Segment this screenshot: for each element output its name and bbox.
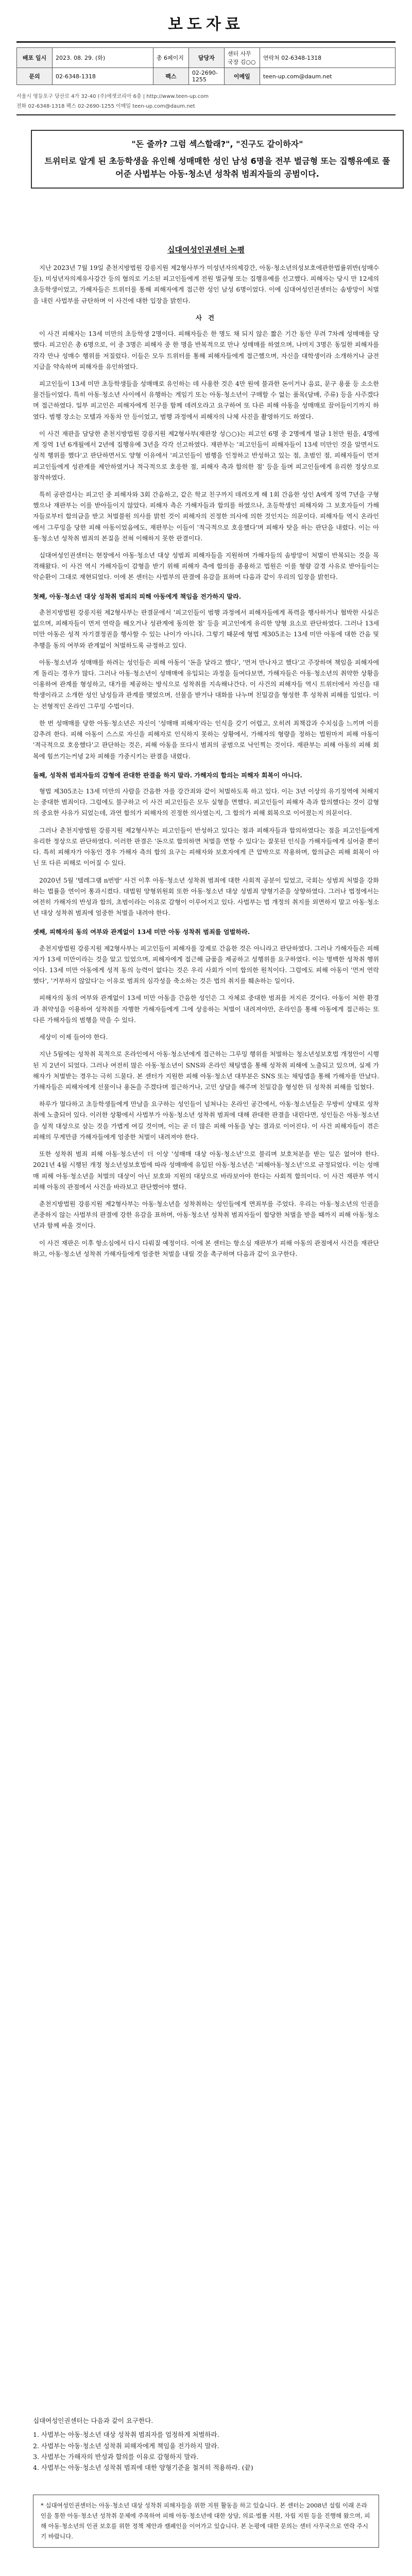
contact-line: 서울시 영등포구 당산로 4가 32-40 (주)에셋코리아 6층 | http://www.teen-up.com [16,94,209,99]
paragraph: 춘천지방법원 강릉지원 제2형사부는 판결문에서 '피고인들이 범행 과정에서 피해자들에게 폭력을 행사하거나 협박한 사실은 없으며, 피해자들이 먼저 연락을 해오거나 성관계에 동의한 점' 등을 피고인에게 유리한 양형 요소로 판단하였다. 그러나 13세 미만 아동은 성적 자기결정권을 행사할 수 있는 나이가 아니다. 그렇기 때문에 형법 제305조는 13세 미만 아동에 대한 간음 및 추행을 동의 여부와 관계없이 처벌하도록 규정하고 있다. [33,608,379,649]
meta-cell: 02-2690-1255 [188,68,224,85]
meta-cell: teen-up.com@daum.net [260,68,395,85]
meta-row [17,68,396,85]
demand-item: 3. 사법부는 가해자의 반성과 합의를 이유로 감형하지 말라. [33,2452,199,2461]
paragraph: 이 사건 피해자는 13세 미만의 초등학생 2명이다. 피해자들은 한 명도 채 되지 않은 짧은 기간 동안 무려 7차례 성매매를 당했다. 피고인은 총 6명으로, 이 중 3명은 피해자 중 한 명을 반복적으로 만나 성매매를 하였으며, 나머지 3명은 동일한 피해자를 각각 만나 성매수 행위를 저질렀다. 이들은 모두 트위터를 통해 피해자들에게 접근했으며, 자신을 대학생이라 소개하거나 금전 지급을 약속하며 피해자를 유인하였다. [33,330,379,370]
demand-item: 2. 사법부는 아동·청소년 성착취 피해자에게 책임을 전가하지 말라. [33,2442,219,2450]
paragraph: 피고인들이 13세 미만 초등학생들을 성매매로 유인하는 데 사용한 것은 4만 원에 불과한 돈이거나 음료, 문구 용품 등 소소한 물건들이었다. 특히 아동·청소년 사이에서 유행하는 게임기 또는 아동·청소년이 구매할 수 없는 품목(담배, 주류) 등을 사주겠다며 접근하였다. 일부 피고인은 피해자에게 친구를 함께 데려오라고 요구하여 또 다른 피해 아동을 성매매로 끌어들이기까지 하였다. 범행 장소는 모텔과 자동차 안 등이었고, 범행 과정에서 피해자의 나체 사진을 촬영하기도 하였다. [33,380,379,420]
point-heading: 셋째, 피해자의 동의 여부와 관계없이 13세 미만 아동 성착취 범죄를 엄벌하라. [33,928,250,936]
organization-note: * 십대여성인권센터는 아동·청소년 대상 성착취 피해자들을 위한 지원 활동을 하고 있습니다. 본 센터는 2008년 설립 이래 온라인을 통한 아동·청소년 성착취 문제에 주목하여 피해 아동·청소년에 대한 상담, 의료·법률 지원, 자립 지원 등을 진행해 왔으며, 피해 아동·청소년의 인권 보호를 위한 정책 제안과 캠페인을 이어가고 있습니다. 본 논평에 대한 문의는 센터 사무국으로 연락 주시기 바랍니다. [33,2495,379,2548]
meta-cell: 배포 일시 [17,48,53,68]
demand-item: 4. 사법부는 아동·청소년 성착취 범죄에 대한 양형기준을 철저히 적용하라. (끝) [33,2464,253,2471]
paragraph: 십대여성인권센터는 현장에서 아동·청소년 대상 성범죄 피해자들을 지원하며 가해자들의 솜방망이 처벌이 반복되는 것을 목격해왔다. 이 사건 역시 가해자들이 감형을 받기 위해 피해자 측에 합의를 종용하고 법원은 이를 형량 감경 사유로 받아들이는 악순환이 그대로 재현되었다. 이에 본 센터는 사법부의 판결에 유감을 표하며 다음과 같이 우리의 입장을 밝힌다. [33,552,379,581]
paragraph: 피해자의 동의 여부와 관계없이 13세 미만 아동을 간음한 성인은 그 자체로 중대한 범죄를 저지른 것이다. 아동이 처한 환경과 취약성을 이용하여 성착취를 자행한 가해자들에게 그에 상응하는 처벌이 내려져야만, 온라인을 통해 아동에게 접근하는 또 다른 가해자들의 범행을 막을 수 있다. [33,994,379,1024]
meta-cell: 2023. 08. 29. (화) [53,48,153,68]
meta-cell: 02-6348-1318 [53,68,153,85]
meta-cell: 센터 사무국장 김○○ [224,48,260,68]
point-heading: 첫째, 아동·청소년 대상 성착취 범죄의 피해 아동에게 책임을 전가하지 말라. [33,592,242,600]
paragraph: 지난 5월에는 성착취 목적으로 온라인에서 아동·청소년에게 접근하는 그루밍 행위를 처벌하는 청소년성보호법 개정안이 시행된 지 2년이 되었다. 그러나 여전히 많은 아동·청소년이 SNS와 온라인 채팅앱을 통해 성착취 피해에 노출되고 있으며, 실제 가해자가 처벌받는 경우는 극히 드물다. 본 센터가 지원한 피해 아동·청소년 대부분은 SNS 또는 채팅앱을 통해 가해자를 만났다. 가해자들은 피해자에게 선물이나 용돈을 주겠다며 접근하거나, 고민 상담을 해주며 친밀감을 형성한 뒤 성착취 피해를 입혔다. [33,1050,379,1091]
section-heading: 사 건 [196,314,216,321]
paragraph: 지난 2023년 7월 19일 춘천지방법원 강릉지원 제2형사부가 미성년자의제강간, 아동·청소년의성보호에관한법률위반(성매수등), 미성년자의제유사강간 등의 혐의로 기소된 피고인들에게 전원 벌금형 또는 집행유예를 선고했다. 피해자는 당시 만 12세의 초등학생이었고, 가해자들은 트위터를 통해 피해자에게 접근한 성인 남성 6명이었다. 이에 십대여성인권센터는 솜방망이 처벌을 내린 사법부를 규탄하며 이 사건에 대한 입장을 밝힌다. [33,264,379,304]
headline-line: "돈 줄까? 그럼 섹스할래?", "진구도 같이하자" [131,139,303,149]
paragraph: 2020년 5월 '텔레그램 n번방' 사건 이후 아동·청소년 성착취 범죄에 대한 사회적 공분이 일었고, 국회는 성범죄 처벌을 강화하는 법률을 연이어 통과시켰다. 대법원 양형위원회 또한 아동·청소년 대상 성범죄 양형기준을 상향하였다. 그러나 법정에서는 여전히 가해자의 반성과 합의, 초범이라는 이유로 감형이 이루어지고 있다. 사법부는 법 개정의 취지를 외면하지 말고 아동·청소년 대상 성착취 범죄에 엄중한 처벌을 내려야 한다. [33,876,379,917]
meta-cell: 이메일 [224,68,260,85]
meta-cell: 총 6페이지 [153,48,188,68]
paragraph: 한 번 성매매를 당한 아동·청소년은 자신이 '성매매 피해자'라는 인식을 갖기 어렵고, 오히려 죄책감과 수치심을 느끼며 이를 감추려 한다. 피해 아동이 스스로 자신을 피해자로 인식하지 못하는 상황에서, 가해자의 형량을 정하는 법원마저 피해 아동이 '적극적으로 호응했다'고 판단하는 것은, 피해 아동을 또다시 범죄의 공범으로 낙인찍는 것이다. 재판부는 피해 아동의 피해 회복에 힘쓰기는커녕 2차 피해를 가중시키는 판결을 내렸다. [33,719,379,760]
paragraph: 이 사건 재판을 담당한 춘천지방법원 강릉지원 제2형사부(재판장 성○○)는 피고인 6명 중 2명에게 벌금 1천만 원을, 4명에게 징역 1년 6개월에서 2년에 집행유예 3년을 각각 선고하였다. 재판부는 '피고인들이 피해자들이 13세 미만인 것을 알면서도 성적 행위를 했다'고 판단하면서도 양형 이유에서 '피고인들이 범행을 인정하고 반성하고 있는 점, 초범인 점, 피해자들이 먼저 피고인들에게 성관계를 제안하였거나 적극적으로 호응한 점, 피해자 측과 합의한 점' 등을 들며 피고인들에게 유리한 정상으로 참작하였다. [33,430,379,481]
article-body [33,263,379,1266]
meta-cell: 문의 [17,68,53,85]
paragraph: 또한 성착취 범죄 피해 아동·청소년이 더 이상 '성매매 대상 아동·청소년'으로 불리며 보호처분을 받는 일은 없어야 한다. 2021년 4월 시행된 개정 청소년성보호법에 따라 성매매에 유입된 아동·청소년은 '피해아동·청소년'으로 규정되었다. 이는 성매매 피해 아동·청소년을 처벌의 대상이 아닌 보호와 지원의 대상으로 바라보아야 한다는 사회적 합의이다. 이 사건 재판부 역시 피해 아동의 관점에서 사건을 바라보고 판단했어야 했다. [33,1150,379,1191]
paragraph: 세상이 이제 들어야 한다. [39,1033,108,1041]
headline-line: 트위터로 알게 된 초등학생을 유인해 성매매한 성인 남성 6명을 전부 벌금형 또는 집행유예로 풀어준 사법부는 아동·청소년 성착취 범죄자들의 공범이다. [44,156,390,179]
paragraph: 하루가 멀다하고 초등학생들에게 만남을 요구하는 성인들이 넘쳐나는 온라인 공간에서, 아동·청소년들은 무방비 상태로 성착취에 노출되어 있다. 이러한 상황에서 사법부가 아동·청소년 성착취 범죄에 대해 관대한 판결을 내린다면, 성인들은 아동·청소년을 성적 대상으로 삼는 것을 가볍게 여길 것이며, 이는 곧 더 많은 피해 아동을 낳는 결과로 이어진다. 이 사건 피해자들이 겪은 피해의 무게만큼 가해자들에게 엄중한 처벌이 내려져야 한다. [33,1100,379,1141]
meta-cell: 담당자 [188,48,224,68]
headline-box [31,130,404,189]
meta-cell: 연락처 02-6348-1318 [260,48,395,68]
paragraph: 춘천지방법원 강릉지원 제2형사부는 피고인들이 피해자를 강제로 간음한 것은 아니라고 판단하였다. 그러나 가해자들은 피해자가 13세 미만이라는 것을 알고 있었으며, 피해자에게 접근해 금품을 제공하고 성행위를 요구하였다. 이는 명백한 성착취 행위이다. 13세 미만 아동에게 성적 동의 능력이 없다는 것은 우리 사회가 이미 합의한 원칙이다. 그럼에도 피해 아동이 '먼저 연락했다', '거부하지 않았다'는 이유로 범죄의 심각성을 축소하는 것은 법의 취지를 훼손하는 일이다. [33,944,379,985]
paragraph: 아동·청소년과 성매매를 하려는 성인들은 피해 아동이 '돈을 달라고 했다', '먼저 만나자고 했다'고 주장하며 책임을 피해자에게 돌리는 경우가 많다. 그러나 아동·청소년이 성매매에 유입되는 과정을 들여다보면, 가해자들은 아동·청소년의 취약한 상황을 이용하여 관계를 형성하고, 대가를 제공하는 방식으로 성착취를 지속해나간다. 이 사건의 피해자들 역시 트위터에서 자신을 대학생이라고 소개한 성인 남성들과 관계를 맺었으며, 선물을 받거나 대화를 나누며 친밀감을 형성한 후 성착취 피해를 입었다. 이는 전형적인 온라인 그루밍 수법이다. [33,658,379,710]
demands-intro: 십대여성인권센터는 다음과 같이 요구한다. [33,2417,153,2425]
commentary-subtitle: 십대여성인권센터 논평 [167,245,245,255]
contact-line: 전화 02-6348-1318 팩스 02-2690-1255 이메일 teen-up.com@daum.net [16,104,195,109]
meta-cell: 팩스 [153,68,188,85]
paragraph: 그러나 춘천지방법원 강릉지원 제2형사부는 피고인들이 반성하고 있다는 점과 피해자들과 합의하였다는 점을 피고인들에게 유리한 정상으로 판단하였다. 이러한 판결은 '돈으로 합의하면 처벌을 면할 수 있다'는 잘못된 인식을 가해자들에게 심어줄 뿐이다. 특히 피해자가 아동인 경우 가해자 측의 합의 요구는 피해자와 보호자에게 큰 압박으로 작용하며, 합의금은 피해 회복이 아닌 또 다른 피해로 이어질 수 있다. [33,826,379,867]
title-divider [16,41,396,43]
demands-section [33,2415,379,2473]
paragraph: 춘천지방법원 강릉지원 제2형사부는 아동·청소년을 성착취하는 성인들에게 면죄부를 주었다. 우리는 아동·청소년의 인권을 존중하지 않는 사법부의 판결에 강한 유감을 표하며, 아동·청소년 성착취 범죄자들이 합당한 처벌을 받을 때까지 피해 아동·청소년과 함께 싸울 것이다. [33,1200,379,1230]
point-heading: 둘째, 성착취 범죄자들의 감형에 관대한 판결을 하지 말라. 가해자의 합의는 피해자 회복이 아니다. [33,771,302,779]
meta-row [17,48,396,68]
demand-item: 1. 사법부는 아동·청소년 대상 성착취 범죄자를 엄정하게 처벌하라. [33,2431,219,2439]
meta-table [16,47,396,85]
contact-info [16,92,396,115]
paragraph: 이 사건 재판은 이후 항소심에서 다시 다뤄질 예정이다. 이에 본 센터는 항소심 재판부가 피해 아동의 관점에서 사건을 재판단하고, 아동·청소년 성착취 가해자들에게 엄중한 처벌을 내릴 것을 촉구하며 다음과 같이 요구한다. [33,1239,379,1258]
paragraph: 형법 제305조는 13세 미만의 사람을 간음한 자를 강간죄와 같이 처벌하도록 하고 있다. 이는 3년 이상의 유기징역에 처해지는 중대한 범죄이다. 그럼에도 불구하고 이 사건 피고인들은 모두 실형을 면했다. 피고인들이 피해자 측과 합의했다는 것이 감형의 중요한 사유가 되었는데, 과연 합의가 피해자의 진정한 의사였는지, 그 합의가 피해 회복으로 이어졌는지 의문이다. [33,787,379,817]
document-title: 보도자료 [168,15,244,33]
paragraph: 특히 공판검사는 피고인 중 피해자와 3회 간음하고, 같은 학교 친구까지 데려오게 해 1회 간음한 성인 A에게 징역 7년을 구형했으나 재판부는 이를 받아들이지 않았다. 피해자 측은 가해자들과 합의를 하였으나, 초등학생인 피해자와 그 보호자들이 가해자들로부터 합의금을 받고 처벌불원 의사를 밝힌 것이 피해자의 진정한 의사에 의한 것인지는 의문이다. 피해자들 역시 온라인에서 그루밍을 당한 피해 아동이었음에도, 재판부는 이들이 '적극적으로 호응했다'며 피해자 탓을 하는 판단을 내렸다. 이는 아동·청소년 성착취 범죄의 본질을 전혀 이해하지 못한 판결이다. [33,490,379,542]
